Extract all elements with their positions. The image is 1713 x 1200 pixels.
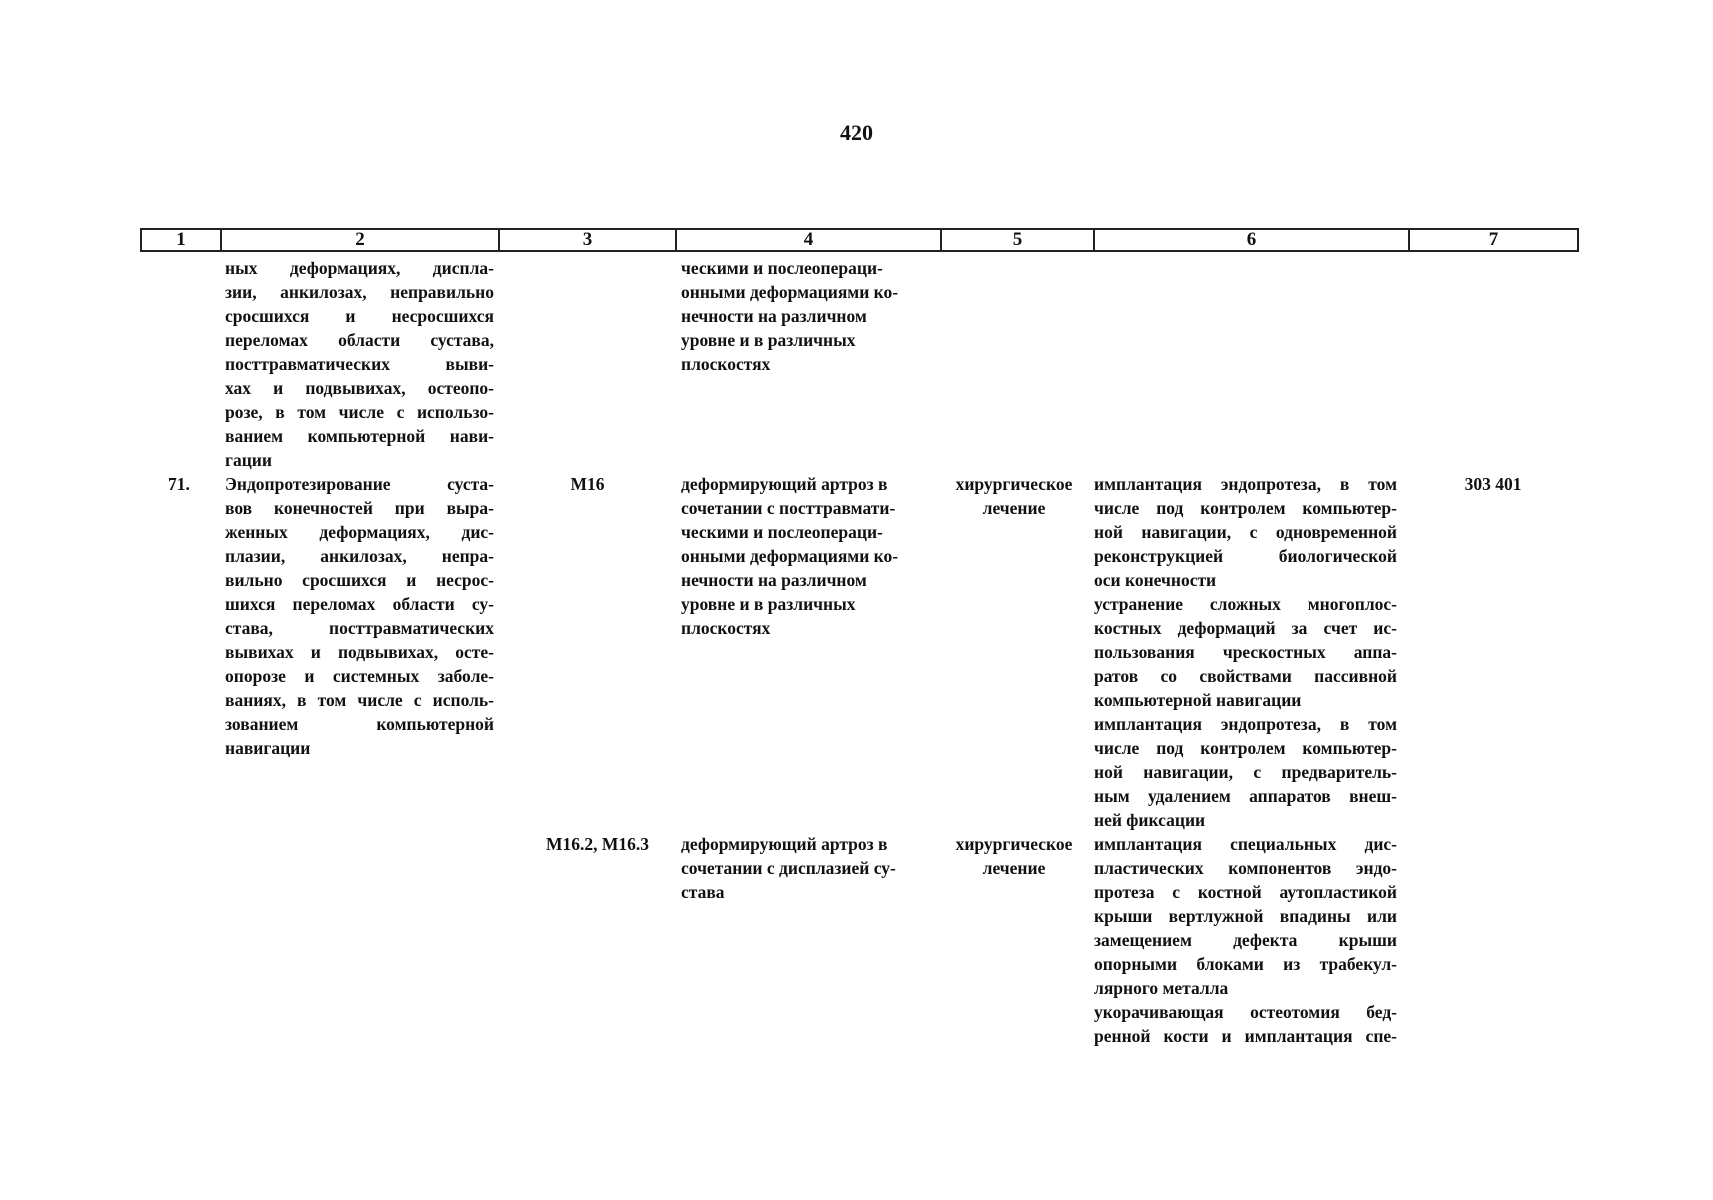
treatment-method-secondary: имплантация специальных дис- пластических компонентов эндо- протеза с костной аутопластикой крыши вертлужной впадины или замещением дефекта крыши опорными блоками из трабекул- лярного металла укорачивающая остеотомия бед- ренной кости и имплантация спе-	[1094, 834, 1397, 1046]
header-col-3: 3	[498, 230, 675, 250]
diagnosis: деформирующий артроз в сочетании с посттравмати- ческими и послеопераци- онными деформациями ко- нечности на различном уровне и в различных плоскостях	[681, 474, 899, 638]
header-col-2: 2	[220, 230, 498, 250]
row-number: 71.	[168, 474, 190, 494]
page-number: 420	[840, 120, 873, 145]
table-header	[140, 228, 1579, 252]
row-description: Эндопротезирование суста- вов конечностей при выра- женных деформациях, дис- плазии, анкилозах, непра- вильно сросшихся и несрос- шихся переломах области су- става, посттравматических вывихах и подвывихах, осте- опорозе и системных заболе- ваниях, в том числе с исполь- зованием компьютерной навигации	[225, 474, 494, 758]
header-col-5: 5	[940, 230, 1093, 250]
header-col-4: 4	[675, 230, 940, 250]
header-col-6: 6	[1093, 230, 1408, 250]
treatment-type-secondary: хирургическое лечение	[955, 834, 1073, 878]
diagnosis-secondary: деформирующий артроз в сочетании с дисплазией су- става	[681, 834, 896, 902]
treatment-type: хирургическое лечение	[955, 474, 1073, 518]
header-col-1: 1	[176, 229, 186, 250]
icd-code: M16	[570, 474, 605, 494]
price: 303 401	[1464, 474, 1522, 494]
continuation-description: ных деформациях, диспла- зии, анкилозах, неправильно сросшихся и несросшихся переломах области сустава, посттравматических выви- хах и подвывихах, остеопо- розе, в том числе с использо- ванием компьютерной нави- гации	[225, 258, 494, 470]
header-col-7: 7	[1408, 230, 1577, 250]
icd-code-secondary: M16.2, M16.3	[545, 834, 650, 854]
continuation-diagnosis: ческими и послеопераци- онными деформациями ко- нечности на различном уровне и в различных плоскостях	[681, 258, 899, 374]
treatment-method: имплантация эндопротеза, в том числе под контролем компьютер- ной навигации, с одновременной реконструкцией биологической оси конечности устранение сложных многоплос- костных деформаций за счет ис- пользования чрескостных аппа- ратов со свойствами пассивной компьютерной навигации имплантация эндопротеза, в том числе под контролем компьютер- ной навигации, с предваритель- ным удалением аппаратов внеш- ней фиксации	[1094, 474, 1397, 830]
